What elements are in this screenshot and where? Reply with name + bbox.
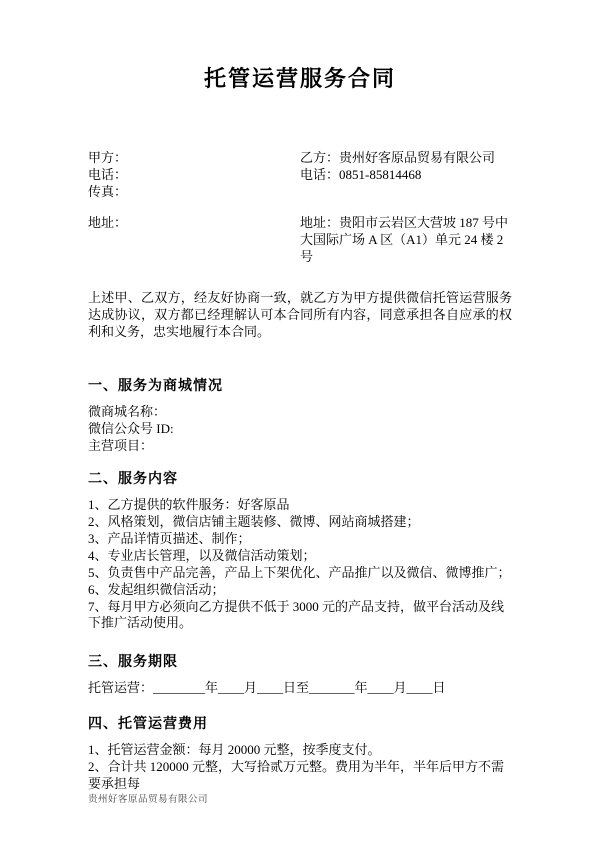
party-row-fax bbox=[88, 183, 512, 200]
section-mall-info bbox=[88, 378, 512, 455]
party-b-fax bbox=[300, 183, 512, 200]
footer-company-name: 贵州好客原品贸易有限公司 bbox=[88, 795, 209, 805]
service-item-6: 6、发起组织微信活动； bbox=[88, 581, 225, 597]
intro-paragraph: 上述甲、乙双方，经友好协商一致，就乙方为甲方提供微信托管运营服务达成协议，双方都已经理解认可本合同所有内容，同意承担各自应承的权利和义务，忠实地履行本合同。 bbox=[88, 290, 512, 339]
service-item-1: 1、乙方提供的软件服务：好客原品 bbox=[88, 496, 290, 512]
party-row-names bbox=[88, 149, 512, 166]
section-service-content-body bbox=[88, 497, 512, 632]
service-item-7: 7、每月甲方必须向乙方提供不低于 3000 元的产品支持，做平台活动及线下推广活动使用。 bbox=[88, 598, 505, 630]
party-a-phone-label: 电话： bbox=[88, 167, 128, 182]
party-a-label: 甲方： bbox=[88, 150, 128, 165]
party-a-address-label: 地址： bbox=[88, 215, 128, 230]
service-term-line: 托管运营：________年____月____日至_______年____月____日 bbox=[88, 679, 446, 695]
section-mall-info-body bbox=[88, 404, 512, 455]
section-fees-body bbox=[88, 742, 512, 792]
section-service-term-body bbox=[88, 680, 512, 697]
party-b-phone: 电话：0851-85814468 bbox=[300, 167, 422, 182]
party-b-address: 地址：贵阳市云岩区大营坡 187 号中大国际广场 A 区（A1）单元 24 楼 2 号 bbox=[300, 215, 509, 264]
party-info-block bbox=[88, 149, 512, 265]
main-business-label: 主营项目： bbox=[88, 438, 154, 453]
service-item-4: 4、专业店长管理，以及微信活动策划； bbox=[88, 547, 316, 563]
service-item-5: 5、负责售中产品完善，产品上下架优化、产品推广以及微信、微博推广； bbox=[88, 564, 511, 580]
wechat-account-id-label: 微信公众号 ID: bbox=[88, 421, 174, 436]
service-item-2: 2、风格策划，微信店铺主题装修、微博、网站商城搭建； bbox=[88, 513, 420, 529]
section-service-term bbox=[88, 654, 512, 697]
party-b-name: 乙方：贵州好客原品贸易有限公司 bbox=[300, 150, 496, 165]
fee-item-2: 2、合计共 120000 元整，大写拾贰万元整。费用为半年，半年后甲方不需要承担每 bbox=[88, 759, 505, 791]
section-fees-heading: 四、托管运营费用 bbox=[88, 717, 208, 732]
document-title: 托管运营服务合同 bbox=[203, 66, 396, 91]
service-item-3: 3、产品详情页描述、制作； bbox=[88, 530, 251, 546]
section-service-content-heading: 二、服务内容 bbox=[88, 471, 178, 487]
party-row-phones bbox=[88, 166, 512, 183]
party-row-address bbox=[88, 214, 512, 265]
section-service-term-heading: 三、服务期限 bbox=[88, 654, 178, 670]
section-fees bbox=[88, 716, 512, 792]
party-a-fax-label: 传真： bbox=[88, 184, 128, 199]
mall-name-label: 微商城名称： bbox=[88, 404, 167, 419]
fee-item-1: 1、托管运营金额：每月 20000 元整，按季度支付。 bbox=[88, 742, 381, 757]
section-service-content bbox=[88, 471, 512, 632]
section-mall-info-heading: 一、服务为商城情况 bbox=[88, 379, 223, 394]
